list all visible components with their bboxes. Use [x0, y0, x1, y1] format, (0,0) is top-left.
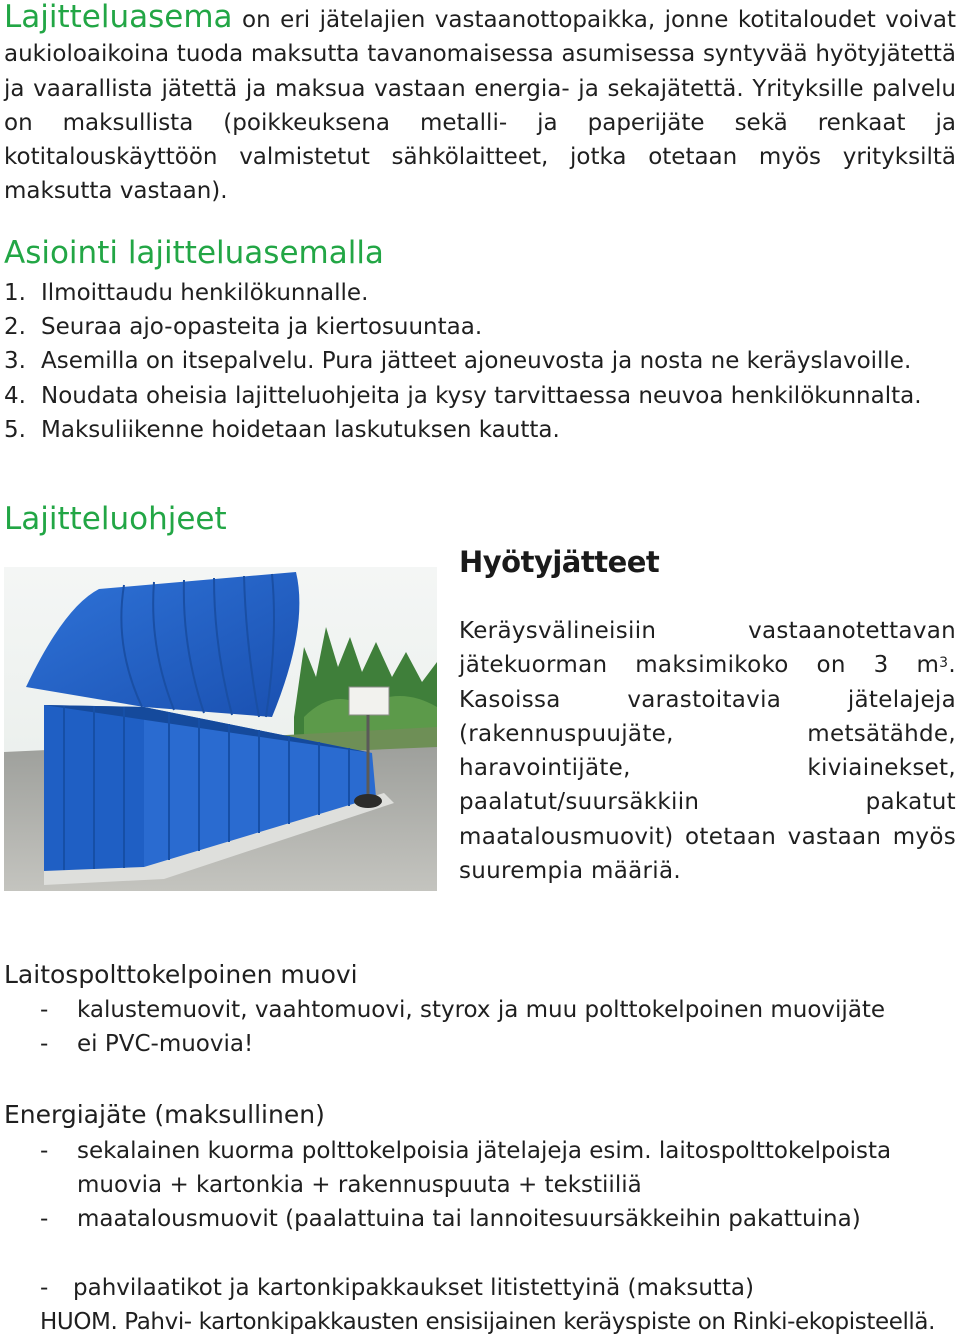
intro-lead: Lajitteluasema	[4, 0, 233, 35]
list-item: - kalustemuovit, vaahtomuovi, styrox ja muu polttokelpoinen muovijäte	[40, 997, 886, 1023]
intro-text: on eri jätelajien vastaanottopaikka, jonne kotitaloudet voivat aukioloaikoina tuoda maksutta tavanomaisessa asumisessa syntyvää hyötyjätettä ja vaarallista jätettä ja maksua vastaan energia- ja sekajätettä. Yrityksille palvelu on maksullista (poikkeuksena metalli- ja paperijäte sekä renkaat ja kotitalouskäyttöön valmistetut sähkölaitteet, jotka otetaan myös yrityksiltä maksutta vastaan).	[4, 7, 957, 205]
list-item: - ei PVC-muovia!	[40, 1031, 254, 1058]
energia-list	[4, 1134, 891, 1237]
lajitteluohjeet-title: Lajitteluohjeet	[4, 501, 227, 537]
asiointi-steps	[4, 276, 960, 447]
list-item: - sekalainen kuorma polttokelpoisia jätelajeja esim. laitospolttokelpoista	[40, 1138, 892, 1164]
asiointi-title: Asiointi lajitteluasemalla	[4, 235, 384, 271]
waste-container-photo	[4, 567, 437, 891]
pahvi-item: - pahvilaatikot ja kartonkipakkaukset litistettyinä (maksutta)	[40, 1275, 754, 1301]
list-item: 1. Ilmoittaudu henkilökunnalle.	[4, 280, 369, 306]
list-item: 3. Asemilla on itsepalvelu. Pura jätteet ajoneuvosta ja nosta ne keräyslavoille.	[4, 348, 912, 375]
list-item: 5. Maksuliikenne hoidetaan laskutuksen kautta.	[4, 416, 560, 443]
hyotyjatteet-paragraph: Keräysvälineisiin vastaanotettavan jätekuorman maksimikoko on 3 $m^3$. Kasoissa varastoitavia jätelajeja (rakennuspuujäte, metsätähde, haravointijäte, kiviainekset, paalatut/suursäkkiin pakatut maatalousmuovit) otetaan vastaan myös suurempia määriä.	[459, 618, 956, 885]
waste-container-illustration	[4, 567, 437, 891]
list-item: 2. Seuraa ajo-opasteita ja kiertosuuntaa.	[4, 314, 483, 341]
list-item: 4. Noudata oheisia lajitteluohjeita ja kysy tarvittaessa neuvoa henkilökunnalta.	[4, 382, 922, 409]
muovi-title: Laitospolttokelpoinen muovi	[4, 960, 358, 989]
list-item: - maatalousmuovit (paalattuina tai lannoitesuursäkkeihin pakattuina)	[40, 1206, 861, 1233]
intro-paragraph	[4, 0, 956, 209]
pahvi-note: HUOM. Pahvi- kartonkipakkausten ensisijainen keräyspiste on Rinki-ekopisteellä.	[40, 1309, 936, 1335]
list-item-continuation: muovia + kartonkia + rakennuspuuta + tekstiiliä	[77, 1172, 642, 1199]
energia-title: Energiajäte (maksullinen)	[4, 1100, 325, 1129]
hyotyjatteet-title: Hyötyjätteet	[459, 545, 660, 579]
muovi-list	[4, 993, 885, 1061]
